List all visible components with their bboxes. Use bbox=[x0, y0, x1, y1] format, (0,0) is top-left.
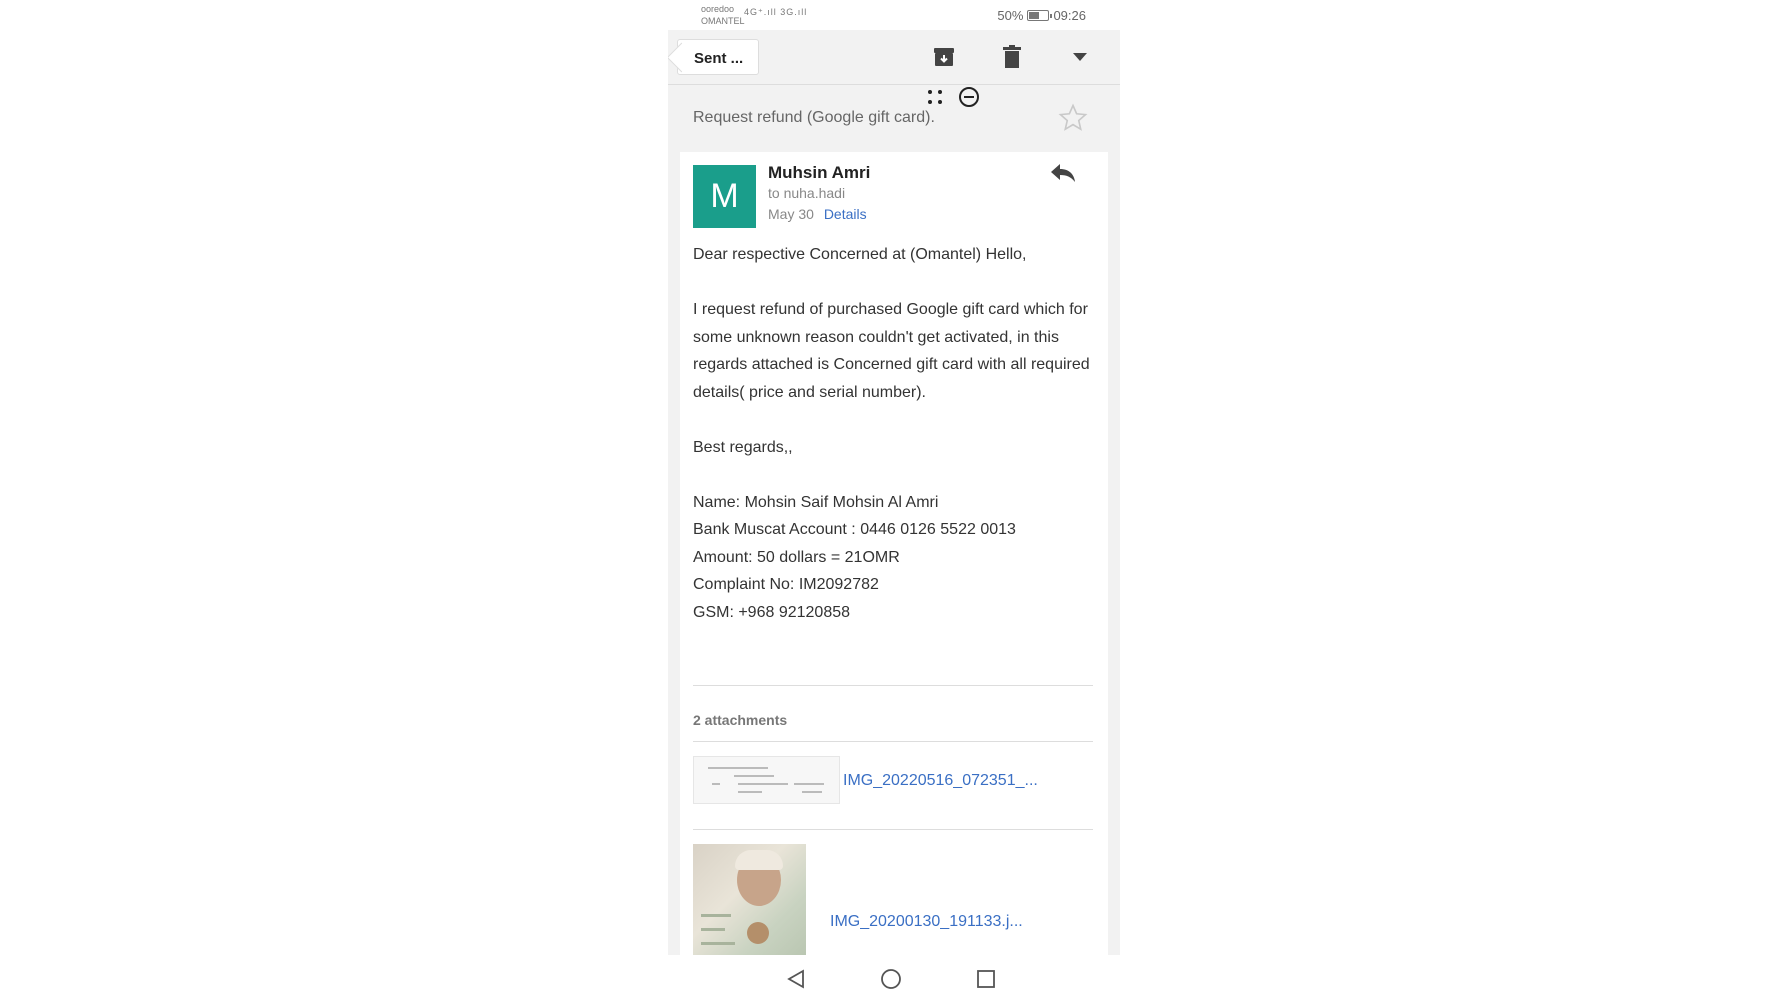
chevron-down-icon[interactable] bbox=[1066, 43, 1094, 71]
toolbar bbox=[668, 30, 1120, 85]
star-icon[interactable] bbox=[1058, 103, 1088, 138]
nav-recent-icon[interactable] bbox=[974, 967, 998, 991]
attachment-name-1[interactable]: IMG_20220516_072351_... bbox=[843, 772, 1038, 789]
body-closing: Best regards,, bbox=[693, 438, 793, 456]
body-gsm: GSM: +968 92120858 bbox=[693, 603, 851, 621]
battery-percent: 50% bbox=[997, 8, 1024, 23]
phone-screen bbox=[668, 0, 1120, 1000]
details-link[interactable]: Details bbox=[823, 206, 867, 222]
archive-icon[interactable] bbox=[930, 43, 958, 71]
attachment-thumbnail-2[interactable] bbox=[693, 844, 806, 962]
navigation-bar bbox=[668, 955, 1120, 1000]
divider bbox=[693, 685, 1093, 686]
signal-icon: 4G⁺.ıll 3G.ıll bbox=[744, 7, 808, 17]
nav-back-icon[interactable] bbox=[784, 967, 808, 991]
email-date: May 30 bbox=[768, 206, 814, 222]
battery-icon bbox=[1027, 10, 1049, 21]
body-complaint: Complaint No: IM2092782 bbox=[693, 576, 879, 593]
back-button[interactable] bbox=[677, 39, 759, 75]
subject-row bbox=[668, 100, 1120, 150]
email-body bbox=[693, 241, 1098, 626]
body-greeting: Dear respective Concerned at (Omantel) Hello, bbox=[693, 246, 1027, 263]
trash-icon[interactable] bbox=[998, 43, 1026, 71]
attachments-count: 2 attachments bbox=[693, 712, 788, 728]
divider bbox=[693, 829, 1093, 830]
attachment-thumbnail-1[interactable] bbox=[693, 756, 840, 804]
divider bbox=[693, 741, 1093, 742]
email-card bbox=[680, 152, 1108, 962]
body-paragraph: I request refund of purchased Google gift card which for some unknown reason couldn't get activated, in this regards attached is Concerned gift card with all required details( price and serial number). bbox=[693, 301, 1090, 401]
carrier-line1: ooredoo bbox=[701, 4, 735, 14]
date-row bbox=[768, 206, 867, 222]
attachment-name-2[interactable]: IMG_20200130_191133.j... bbox=[830, 913, 1023, 930]
reply-icon[interactable] bbox=[1050, 162, 1076, 189]
body-name: Name: Mohsin Saif Mohsin Al Amri bbox=[693, 493, 939, 511]
clock: 09:26 bbox=[1053, 8, 1086, 23]
email-subject: Request refund (Google gift card). bbox=[693, 109, 935, 126]
nav-home-icon[interactable] bbox=[879, 967, 903, 991]
avatar[interactable]: M bbox=[693, 165, 756, 228]
back-button-label: Sent ... bbox=[694, 50, 744, 67]
carrier-line2: OMANTEL bbox=[701, 16, 745, 26]
body-details bbox=[693, 489, 1098, 627]
body-amount: Amount: 50 dollars = 21OMR bbox=[693, 548, 900, 566]
body-account: Bank Muscat Account : 0446 0126 5522 0013 bbox=[693, 521, 1016, 538]
sender-name: Muhsin Amri bbox=[768, 163, 871, 182]
status-right bbox=[997, 8, 1086, 23]
carrier-label bbox=[701, 3, 745, 27]
recipient-line: to nuha.hadi bbox=[768, 185, 846, 201]
status-bar bbox=[668, 0, 1120, 30]
